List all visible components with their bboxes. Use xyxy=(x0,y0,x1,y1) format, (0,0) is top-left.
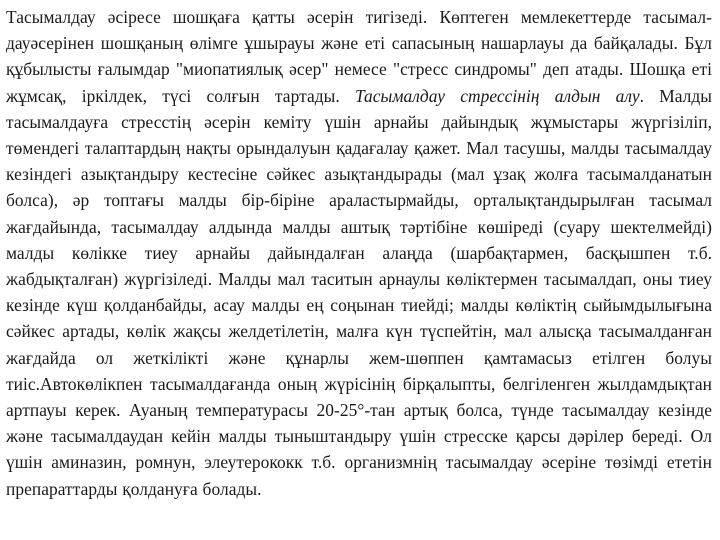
paragraph-text-intro: Тасымалдау әсіресе шошқаға қатты әсерін тигізеді. Көптеген мемлекеттерде тасымал-дауәсерінен шошқаның өлімге ұшырауы және еті сапасының нашарлауы да байқалады. Бұл құбылысты ғалымдар "миопатиялық әсер" немесе "стресс синдромы" деп атады. Шошқа еті жұмсақ, іркілдек, түсі солғын тартады. xyxy=(6,7,712,106)
body-text xyxy=(6,4,712,502)
paragraph-text-main: . Малды тасымалдауға стресстің әсерін кеміту үшін арнайы дайындық жұмыстары жүргізіліп, төмендегі талаптардың нақты орындалуын қадағалау қажет. Мал тасушы, малды тасымалдау кезіндегі азықтандыру кестесіне сәйкес азықтандырады (мал ұзақ жолға тасымалданатын болса), әр топтағы малды бір-біріне араластырмайды, орталықтандырылған тасымал жағдайында, тасымалдау алдында малды аштық тәртібіне көшіреді (суару шектелмейді) малды көлікке тиеу арнайы дайындалған алаңда (шарбақтармен, басқышпен т.б. жабдықталған) жүргізіледі. Малды мал таситын арнаулы көліктермен тасымалдап, оны тиеу кезінде күш қолданбайды, асау малды ең соңынан тиейді; малды көліктің сыйымдылығына сәйкес артады, көлік жақсы желдетілетін, малға күн түспейтін, мал алысқа тасымалданған жағдайда ол жеткілікті және құнарлы жем-шөппен қамтамасыз етілген болуы тиіс.Автокөлікпен тасымалдағанда оның жүрісінің бірқалыпты, белгіленген жылдамдықтан артпауы керек. Ауаның температурасы 20-25°-тан артық болса, түнде тасымалдау кезінде және тасымалдаудан кейін малды тыныштандыру үшін стресске қарсы дәрілер береді. Ол үшін аминазин, ромнун, элеутерококк т.б. организмнің тасымалдау әсеріне төзімді ететін препараттарды қолдануға болады. xyxy=(6,85,712,499)
paragraph xyxy=(6,4,712,502)
section-heading-italic: Тасымалдау стрессінің алдын алу xyxy=(354,85,640,106)
